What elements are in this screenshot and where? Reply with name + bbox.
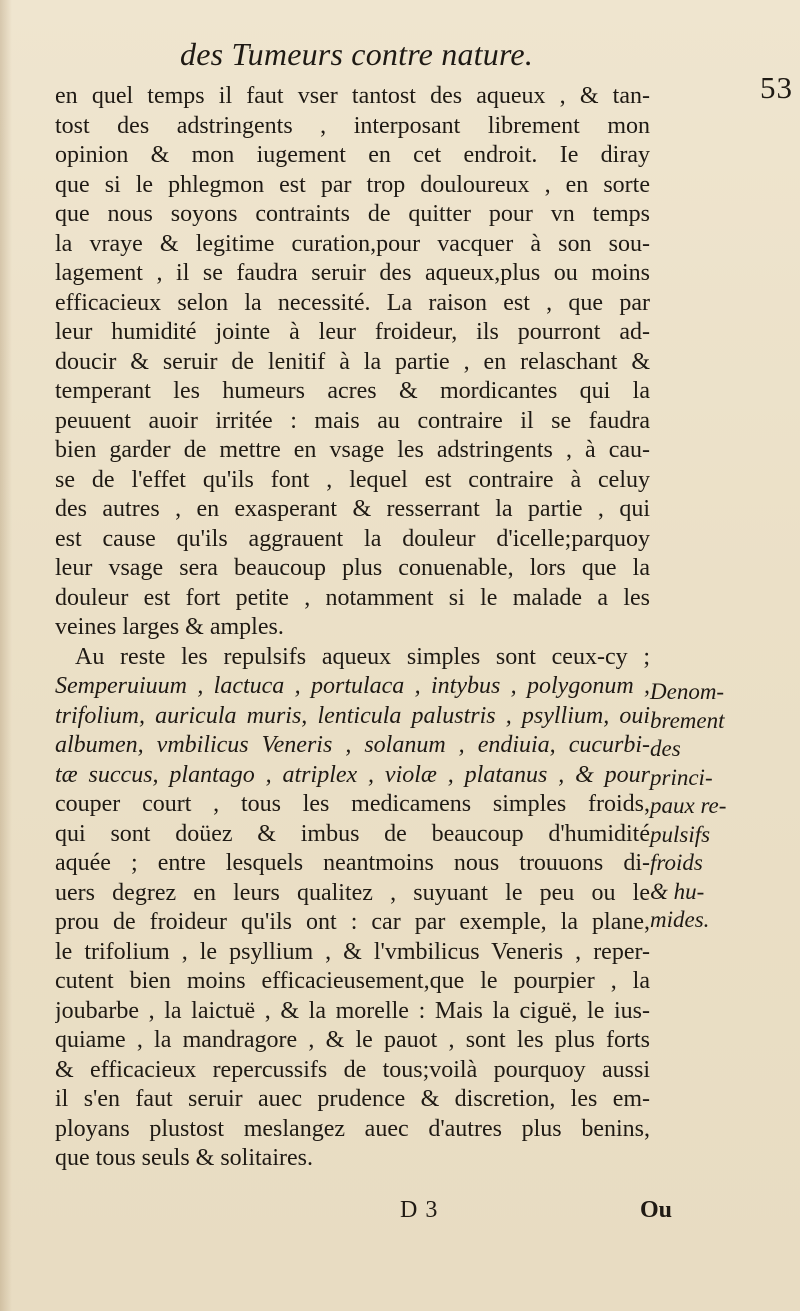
signature-mark: D 3 (400, 1197, 439, 1223)
text-line: cutent bien moins efficacieusement,que le pourpier , la (55, 968, 650, 994)
text-line: & efficacieux repercussifs de tous;voilà pourquoy aussi (55, 1056, 650, 1083)
text-line: quiame , la mandragore , & le pauot , sont les plus forts (55, 1027, 650, 1053)
text-line: aquée ; entre lesquels neantmoins nous trouuons di- (55, 850, 650, 876)
text-line: opinion & mon iugement en cet endroit. Ie diray (55, 142, 650, 168)
margin-note-line: des (650, 736, 681, 761)
margin-note-line: mides. (650, 907, 710, 932)
margin-note-line: Denom- (650, 679, 725, 704)
text-line: douleur est fort petite , notamment si le malade a les (55, 584, 650, 611)
text-line: peuuent auoir irritée : mais au contraire il se faudra (55, 407, 650, 434)
text-line: est cause qu'ils aggrauent la douleur d'icelle;parquoy (55, 525, 650, 552)
text-line: efficacieux selon la necessité. La raison est , que par (55, 289, 650, 316)
margin-note-line: & hu- (650, 878, 705, 904)
text-line: veines larges & amples. (55, 614, 284, 640)
margin-note-line: princi- (650, 764, 713, 790)
text-line: Semperuiuum , lactuca , portulaca , intybus , polygonum , (55, 673, 650, 699)
text-line: que si le phlegmon est par trop douloureux , en sorte (55, 171, 650, 198)
body-text (55, 82, 650, 1174)
page-number: 53 (760, 70, 793, 105)
text-line: couper court , tous les medicamens simples froids, (55, 791, 650, 817)
text-line: bien garder de mettre en vsage les adstringents , à cau- (55, 437, 650, 463)
text-line: leur vsage sera beaucoup plus conuenable, lors que la (55, 555, 650, 581)
margin-note-line: paux re- (650, 793, 727, 818)
text-line: qui sont doüez & imbus de beaucoup d'humidité (55, 820, 650, 847)
text-line: tæ succus, plantago , atriplex , violæ , platanus , & pour (55, 761, 650, 788)
text-line: la vraye & legitime curation,pour vacquer à son sou- (55, 230, 650, 257)
text-line: joubarbe , la laictuë , & la morelle : Mais la ciguë, le ius- (55, 997, 650, 1024)
margin-note-line: pulsifs (650, 821, 711, 847)
page-footer (0, 1195, 800, 1235)
text-line: que tous seuls & solitaires. (55, 1145, 313, 1171)
text-line: albumen, vmbilicus Veneris , solanum , endiuia, cucurbi- (55, 732, 650, 758)
margin-note-line: froids (650, 850, 703, 875)
text-line: trifolium, auricula muris, lenticula palustris , psyllium, oui (55, 702, 650, 729)
text-line: leur humidité jointe à leur froideur, ils pourront ad- (55, 319, 650, 345)
text-line: prou de froideur qu'ils ont : car par exemple, la plane, (55, 909, 650, 935)
text-line: tost des adstringents , interposant librement mon (55, 112, 650, 139)
paper-edge-shadow (0, 0, 12, 1311)
text-line: ployans plustost meslangez auec d'autres plus benins, (55, 1115, 650, 1142)
text-line: se de l'effet qu'ils font , lequel est contraire à celuy (55, 466, 650, 493)
text-line: des autres , en exasperant & resserrant la partie , qui (55, 496, 650, 522)
text-line: doucir & seruir de lenitif à la partie , en relaschant & (55, 348, 650, 375)
catchword: Ou (640, 1197, 673, 1223)
text-line: il s'en faut seruir auec prudence & discretion, les em- (55, 1086, 650, 1112)
running-head: des Tumeurs contre nature. (180, 36, 534, 72)
text-line: lagement , il se faudra seruir des aqueux,plus ou moins (55, 260, 650, 286)
text-line: uers degrez en leurs qualitez , suyuant le peu ou le (55, 879, 650, 906)
text-line: Au reste les repulsifs aqueux simples sont ceux-cy ; (75, 643, 650, 670)
margin-note-line: brement (650, 707, 725, 733)
text-line: que nous soyons contraints de quitter pour vn temps (55, 201, 650, 227)
margin-note (650, 678, 755, 935)
text-line: en quel temps il faut vser tantost des aqueux , & tan- (55, 83, 650, 109)
text-line: temperant les humeurs acres & mordicantes qui la (55, 378, 650, 404)
text-line: le trifolium , le psyllium , & l'vmbilicus Veneris , reper- (55, 938, 650, 965)
